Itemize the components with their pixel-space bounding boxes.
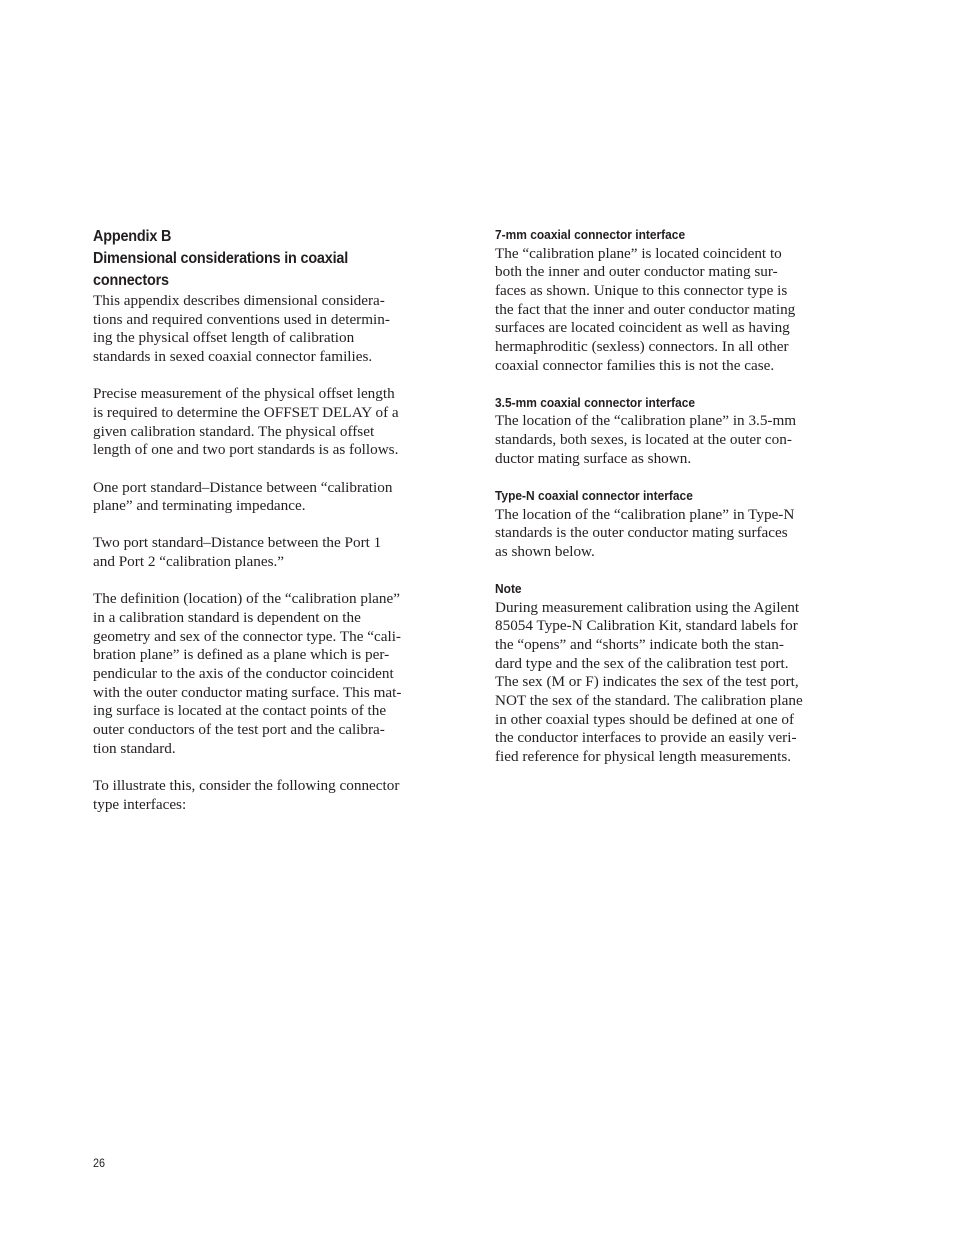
text-line: in a calibration standard is dependent on the <box>93 609 361 627</box>
illustration-intro-paragraph <box>93 777 463 814</box>
text-line: length of one and two port standards is as follows. <box>93 441 399 459</box>
text-line: is required to determine the OFFSET DELAY of a <box>93 403 399 421</box>
text-line: The location of the “calibration plane” in Type-N <box>495 505 795 523</box>
text-line: To illustrate this, consider the following connector <box>93 776 400 794</box>
paragraph-spacer <box>495 562 865 581</box>
appendix-title-line-2: connectors <box>93 272 169 289</box>
paragraph-spacer <box>93 572 463 591</box>
section-3-5mm <box>495 394 865 469</box>
text-line: The definition (location) of the “calibration plane” <box>93 590 400 608</box>
text-line: dard type and the sex of the calibration test port. <box>495 654 789 672</box>
section-heading-type-n: Type-N coaxial connector interface <box>495 488 693 504</box>
right-column <box>495 226 865 767</box>
paragraph-spacer <box>495 468 865 487</box>
text-line: Precise measurement of the physical offset length <box>93 385 395 403</box>
section-heading-3-5mm: 3.5-mm coaxial connector interface <box>495 394 696 410</box>
text-line: tion standard. <box>93 739 176 757</box>
text-line: geometry and sex of the connector type. The “cali- <box>93 627 401 645</box>
text-line: NOT the sex of the standard. The calibration plane <box>495 692 803 710</box>
text-line: tions and required conventions used in determin- <box>93 310 390 328</box>
text-line: hermaphroditic (sexless) connectors. In all other <box>495 337 789 355</box>
section-7mm <box>495 226 865 375</box>
text-line: the conductor interfaces to provide an easily veri- <box>495 729 797 747</box>
text-line: and Port 2 “calibration planes.” <box>93 553 285 571</box>
intro-paragraph <box>93 292 463 367</box>
text-line: as shown below. <box>495 542 595 560</box>
calibration-plane-definition-paragraph <box>93 590 463 758</box>
text-line: One port standard–Distance between “calibration <box>93 478 393 496</box>
text-line: pendicular to the axis of the conductor coincident <box>93 665 394 683</box>
text-line: Two port standard–Distance between the Port 1 <box>93 534 382 552</box>
text-line: ductor mating surface as shown. <box>495 449 692 467</box>
section-type-n <box>495 487 865 562</box>
text-line: bration plane” is defined as a plane which is per- <box>93 646 390 664</box>
text-line: standards in sexed coaxial connector families. <box>93 347 373 365</box>
note-heading: Note <box>495 581 522 597</box>
section-note <box>495 580 865 767</box>
paragraph-spacer <box>93 758 463 777</box>
text-line: ing surface is located at the contact points of the <box>93 702 387 720</box>
one-port-paragraph <box>93 479 463 516</box>
text-line: type interfaces: <box>93 795 187 813</box>
text-line: ing the physical offset length of calibration <box>93 329 355 347</box>
text-line: This appendix describes dimensional considera- <box>93 292 385 309</box>
text-line: fied reference for physical length measurements. <box>495 748 792 766</box>
text-line: The sex (M or F) indicates the sex of the test port, <box>495 673 799 691</box>
text-line: outer conductors of the test port and the calibra- <box>93 721 385 739</box>
text-line: standards is the outer conductor mating surfaces <box>495 524 788 542</box>
paragraph-spacer <box>93 460 463 479</box>
section-heading-7mm: 7-mm coaxial connector interface <box>495 227 686 242</box>
appendix-title-line-1: Dimensional considerations in coaxial <box>93 250 349 267</box>
appendix-label: Appendix B <box>93 228 172 245</box>
paragraph-spacer <box>93 516 463 535</box>
text-line: coaxial connector families this is not the case. <box>495 356 775 374</box>
text-line: standards, both sexes, is located at the outer con- <box>495 431 792 449</box>
offset-length-paragraph <box>93 385 463 460</box>
text-line: The “calibration plane” is located coincident to <box>495 244 782 262</box>
text-line: given calibration standard. The physical offset <box>93 422 375 440</box>
text-line: the fact that the inner and outer conductor mating <box>495 300 796 318</box>
left-column <box>93 226 463 814</box>
text-line: plane” and terminating impedance. <box>93 497 306 515</box>
two-port-paragraph <box>93 534 463 571</box>
paragraph-spacer <box>93 367 463 386</box>
text-line: surfaces are located coincident as well as having <box>495 319 790 337</box>
page-number: 26 <box>93 1156 106 1170</box>
text-line: with the outer conductor mating surface. This mat- <box>93 683 402 701</box>
paragraph-spacer <box>495 375 865 394</box>
text-line: in other coaxial types should be defined at one of <box>495 710 795 728</box>
text-line: both the inner and outer conductor mating sur- <box>495 263 778 281</box>
text-line: The location of the “calibration plane” in 3.5-mm <box>495 412 797 430</box>
appendix-heading <box>93 226 463 292</box>
text-line: faces as shown. Unique to this connector type is <box>495 281 788 299</box>
text-line: During measurement calibration using the Agilent <box>495 598 800 616</box>
text-line: the “opens” and “shorts” indicate both the stan- <box>495 636 784 654</box>
text-line: 85054 Type-N Calibration Kit, standard labels for <box>495 617 798 635</box>
